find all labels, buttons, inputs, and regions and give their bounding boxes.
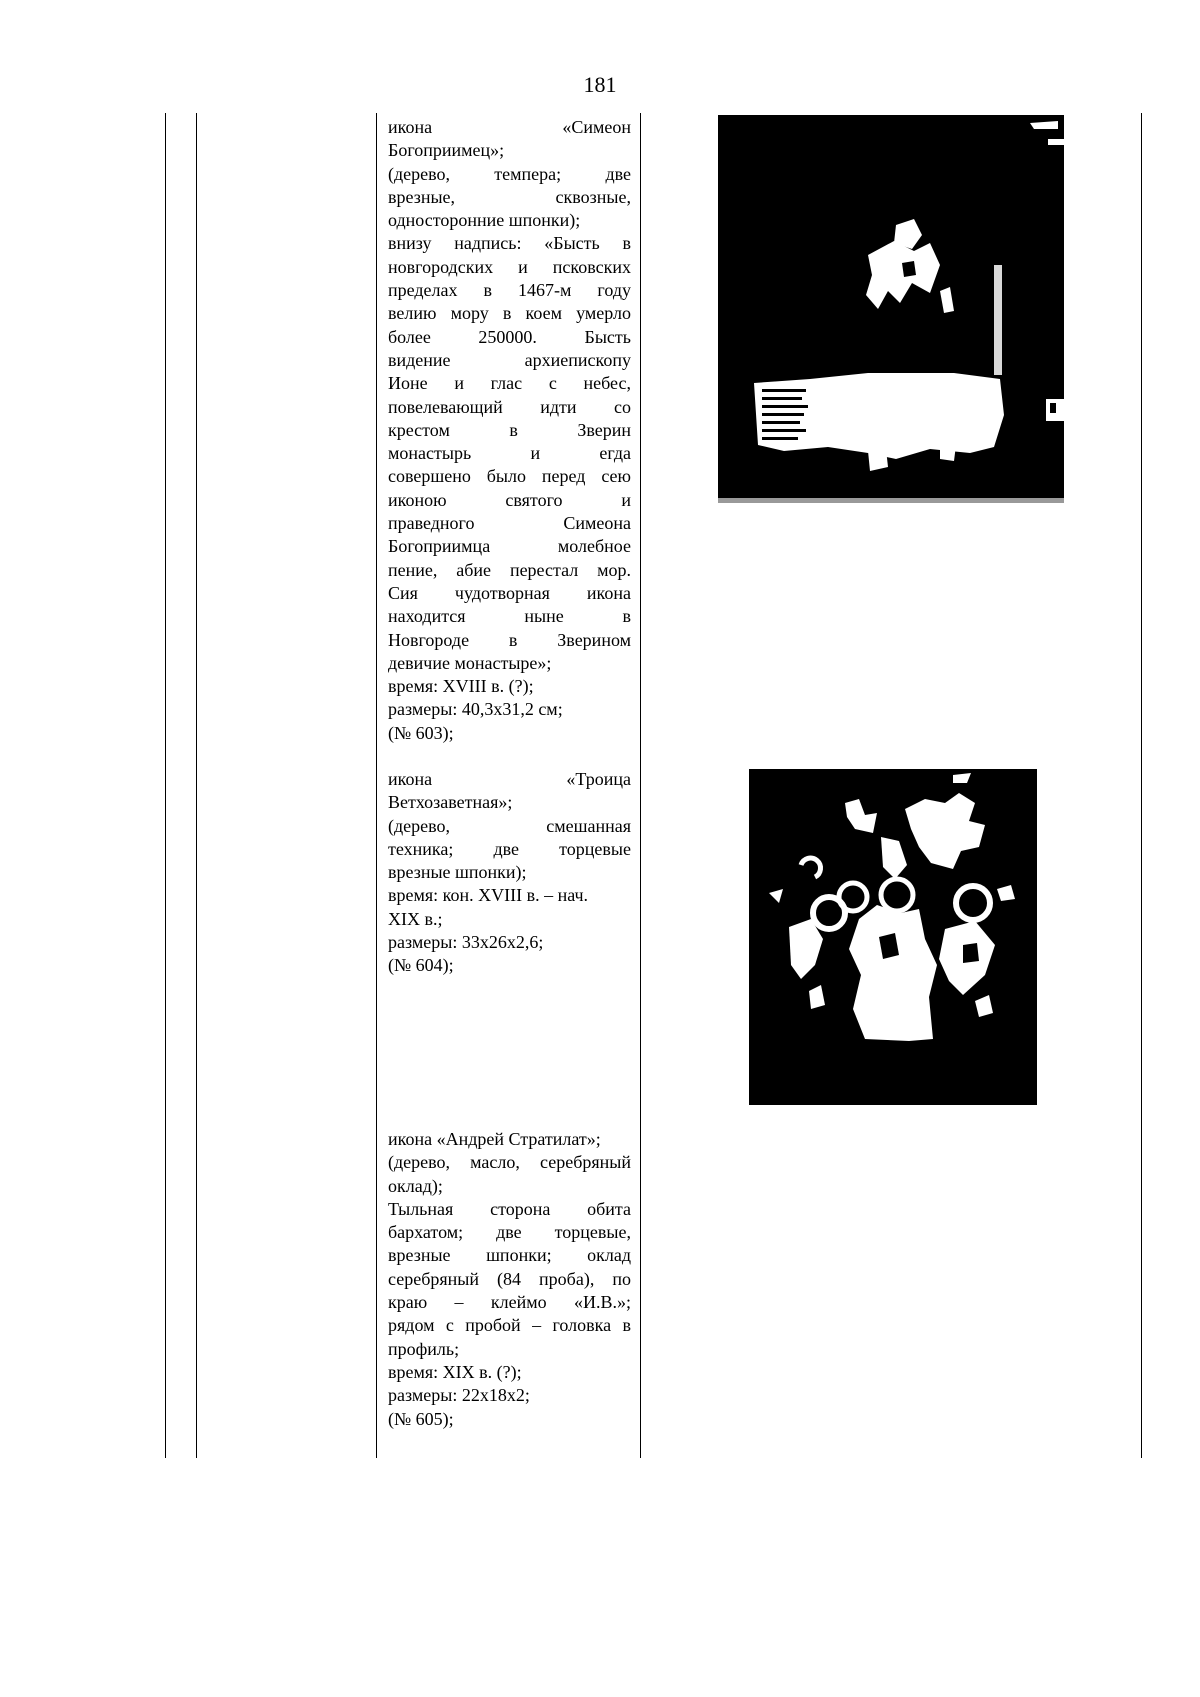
entry-line: икона «Андрей Стратилат»;: [388, 1129, 601, 1149]
entry-line: пение, абие перестал мор.: [388, 559, 631, 580]
entry-line: односторонние шпонки);: [388, 210, 581, 231]
entry-line: время: XVIII в. (?);: [388, 676, 534, 697]
table-divider-3: [640, 113, 641, 1458]
entry-line: (дерево, смешанная: [388, 815, 631, 836]
entry-line: врезные шпонки);: [388, 862, 527, 883]
entry-line: (№ 604);: [388, 955, 454, 976]
entry-line: монастырь и егда: [388, 443, 631, 464]
entry-line: совершено было перед сею: [388, 466, 631, 487]
table-divider-2: [376, 113, 377, 1458]
icon-trinity-photo: [749, 769, 1037, 1105]
entry-line: видение архиепископу: [388, 349, 631, 370]
entry-line: икона «Троица: [388, 769, 631, 789]
table-border-left: [165, 113, 166, 1458]
entry-604: [388, 768, 631, 978]
entry-line: новгородских и псковских: [388, 256, 631, 277]
entry-line: (дерево, масло, серебряный: [388, 1152, 631, 1173]
entry-line: размеры: 22х18х2;: [388, 1385, 530, 1406]
entry-line: Ветхозаветная»;: [388, 792, 513, 813]
entry-line: профиль;: [388, 1338, 460, 1359]
entry-line: время: кон. XVIII в. – нач.: [388, 885, 589, 906]
table-border-right: [1141, 113, 1142, 1458]
entry-line: размеры: 40,3х31,2 см;: [388, 699, 563, 720]
entry-line: рядом с пробой – головка в: [388, 1315, 631, 1336]
entry-603: [388, 116, 631, 745]
entry-line: икона «Симеон: [388, 117, 631, 137]
entry-605: [388, 1128, 631, 1431]
entry-line: Ионе и глас с небес,: [388, 373, 631, 394]
page-number: 181: [583, 72, 617, 97]
table-divider-1: [196, 113, 197, 1458]
entry-line: Тыльная сторона обита: [388, 1198, 631, 1219]
entry-line: пределах в 1467-м году: [388, 280, 631, 301]
entry-line: врезные, сквозные,: [388, 186, 631, 207]
entry-line: Новгороде в Зверином: [388, 629, 631, 650]
entry-line: (№ 603);: [388, 722, 454, 743]
entry-line: повелевающий идти со: [388, 396, 631, 417]
entry-line: Богоприимец»;: [388, 140, 505, 161]
entry-line: серебряный (84 проба), по: [388, 1268, 631, 1289]
entry-line: (№ 605);: [388, 1408, 454, 1429]
entry-line: краю – клеймо «И.В.»;: [388, 1292, 631, 1313]
entry-line: техника; две торцевые: [388, 838, 631, 859]
entry-line: девичие монастыре»;: [388, 652, 552, 673]
entry-line: Богоприимца молебное: [388, 536, 631, 557]
entry-line: XIX в.;: [388, 908, 443, 929]
entry-line: оклад);: [388, 1175, 443, 1196]
entry-line: Сия чудотворная икона: [388, 582, 631, 603]
icon-simeon-photo: [718, 115, 1064, 503]
entry-line: праведного Симеона: [388, 513, 631, 534]
entry-line: велию мору в коем умерло: [388, 303, 631, 324]
entry-line: внизу надпись: «Бысть в: [388, 233, 631, 254]
entry-line: иконою святого и: [388, 489, 631, 510]
entry-line: размеры: 33х26х2,6;: [388, 932, 544, 953]
entry-line: крестом в Зверин: [388, 419, 631, 440]
entry-line: бархатом; две торцевые,: [388, 1222, 631, 1243]
entry-line: более 250000. Бысть: [388, 326, 631, 347]
entry-line: время: XIX в. (?);: [388, 1361, 522, 1382]
entry-line: врезные шпонки; оклад: [388, 1245, 631, 1266]
entry-line: находится ныне в: [388, 606, 631, 627]
entry-line: (дерево, темпера; две: [388, 163, 631, 184]
